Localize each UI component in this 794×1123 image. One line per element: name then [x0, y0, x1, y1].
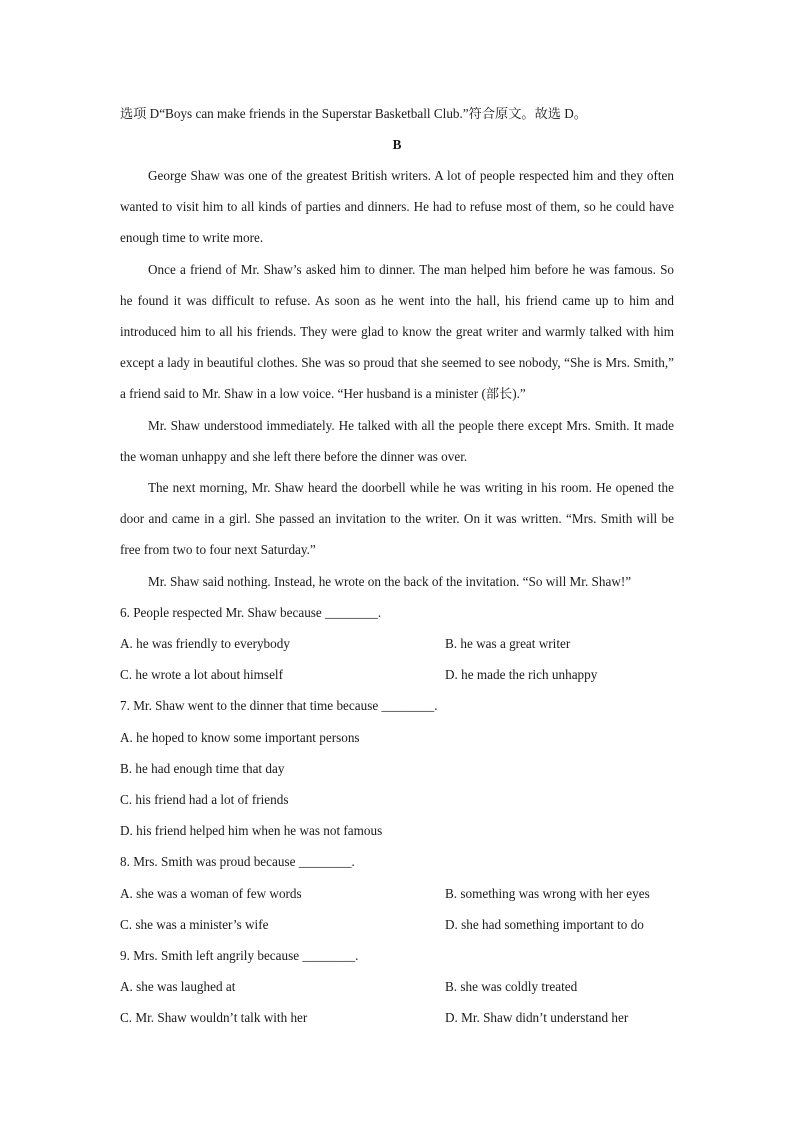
- passage-paragraph-1: George Shaw was one of the greatest British writers. A lot of people respected him and they often wanted to visit him to all kinds of parties and dinners. He had to refuse most of them, so he could have enough time to write more.: [120, 168, 674, 246]
- document-page: [120, 98, 674, 1033]
- question-6-option-c: C. he wrote a lot about himself: [120, 667, 283, 683]
- question-7-stem: 7. Mr. Shaw went to the dinner that time because ________.: [120, 698, 438, 714]
- section-heading: B: [392, 137, 402, 152]
- question-6-option-d: D. he made the rich unhappy: [445, 667, 598, 683]
- question-9-options-row-2: [120, 1002, 674, 1033]
- question-7-option-d: D. his friend helped him when he was not famous: [120, 823, 383, 839]
- question-6-stem: 6. People respected Mr. Shaw because ________.: [120, 604, 382, 620]
- question-8-options-row-1: [120, 878, 674, 909]
- question-8-stem: 8. Mrs. Smith was proud because ________.: [120, 854, 355, 870]
- question-6-options-row-2: [120, 659, 674, 690]
- intro-line: 选项 D“Boys can make friends in the Superstar Basketball Club.”符合原文。故选 D。: [120, 106, 587, 121]
- passage-paragraph-5: Mr. Shaw said nothing. Instead, he wrote on the back of the invitation. “So will Mr. Shaw!”: [148, 573, 632, 589]
- question-9-option-c: C. Mr. Shaw wouldn’t talk with her: [120, 1010, 308, 1026]
- question-6-option-b: B. he was a great writer: [445, 636, 571, 652]
- question-9-option-a: A. she was laughed at: [120, 979, 236, 995]
- question-8-option-a: A. she was a woman of few words: [120, 885, 302, 901]
- passage-paragraph-3: Mr. Shaw understood immediately. He talked with all the people there except Mrs. Smith. It made the woman unhappy and she left there before the dinner was over.: [120, 417, 674, 464]
- question-8-option-d: D. she had something important to do: [445, 916, 644, 932]
- passage-paragraph-2: Once a friend of Mr. Shaw’s asked him to dinner. The man helped him before he was famous. So he found it was difficult to refuse. As soon as he went into the hall, his friend came up to him and introduced him to all his friends. They were glad to know the great writer and warmly talked with him except a lady in beautiful clothes. She was so proud that she seemed to see nobody, “She is Mrs. Smith,” a friend said to Mr. Shaw in a low voice. “Her husband is a minister (部长).”: [120, 261, 674, 402]
- question-9-option-b: B. she was coldly treated: [445, 979, 578, 995]
- question-8-option-c: C. she was a minister’s wife: [120, 916, 269, 932]
- question-7-option-c: C. his friend had a lot of friends: [120, 791, 289, 807]
- question-9-options-row-1: [120, 971, 674, 1002]
- question-6-options-row-1: [120, 628, 674, 659]
- question-8-option-b: B. something was wrong with her eyes: [445, 885, 650, 901]
- question-9-option-d: D. Mr. Shaw didn’t understand her: [445, 1010, 629, 1026]
- question-9-stem: 9. Mrs. Smith left angrily because ________.: [120, 947, 359, 963]
- question-6-option-a: A. he was friendly to everybody: [120, 636, 290, 652]
- passage-paragraph-4: The next morning, Mr. Shaw heard the doorbell while he was writing in his room. He opened the door and came in a girl. She passed an invitation to the writer. On it was written. “Mrs. Smith will be free from two to four next Saturday.”: [120, 480, 674, 558]
- question-7-option-b: B. he had enough time that day: [120, 760, 285, 776]
- question-8-options-row-2: [120, 909, 674, 940]
- question-7-option-a: A. he hoped to know some important persons: [120, 729, 360, 745]
